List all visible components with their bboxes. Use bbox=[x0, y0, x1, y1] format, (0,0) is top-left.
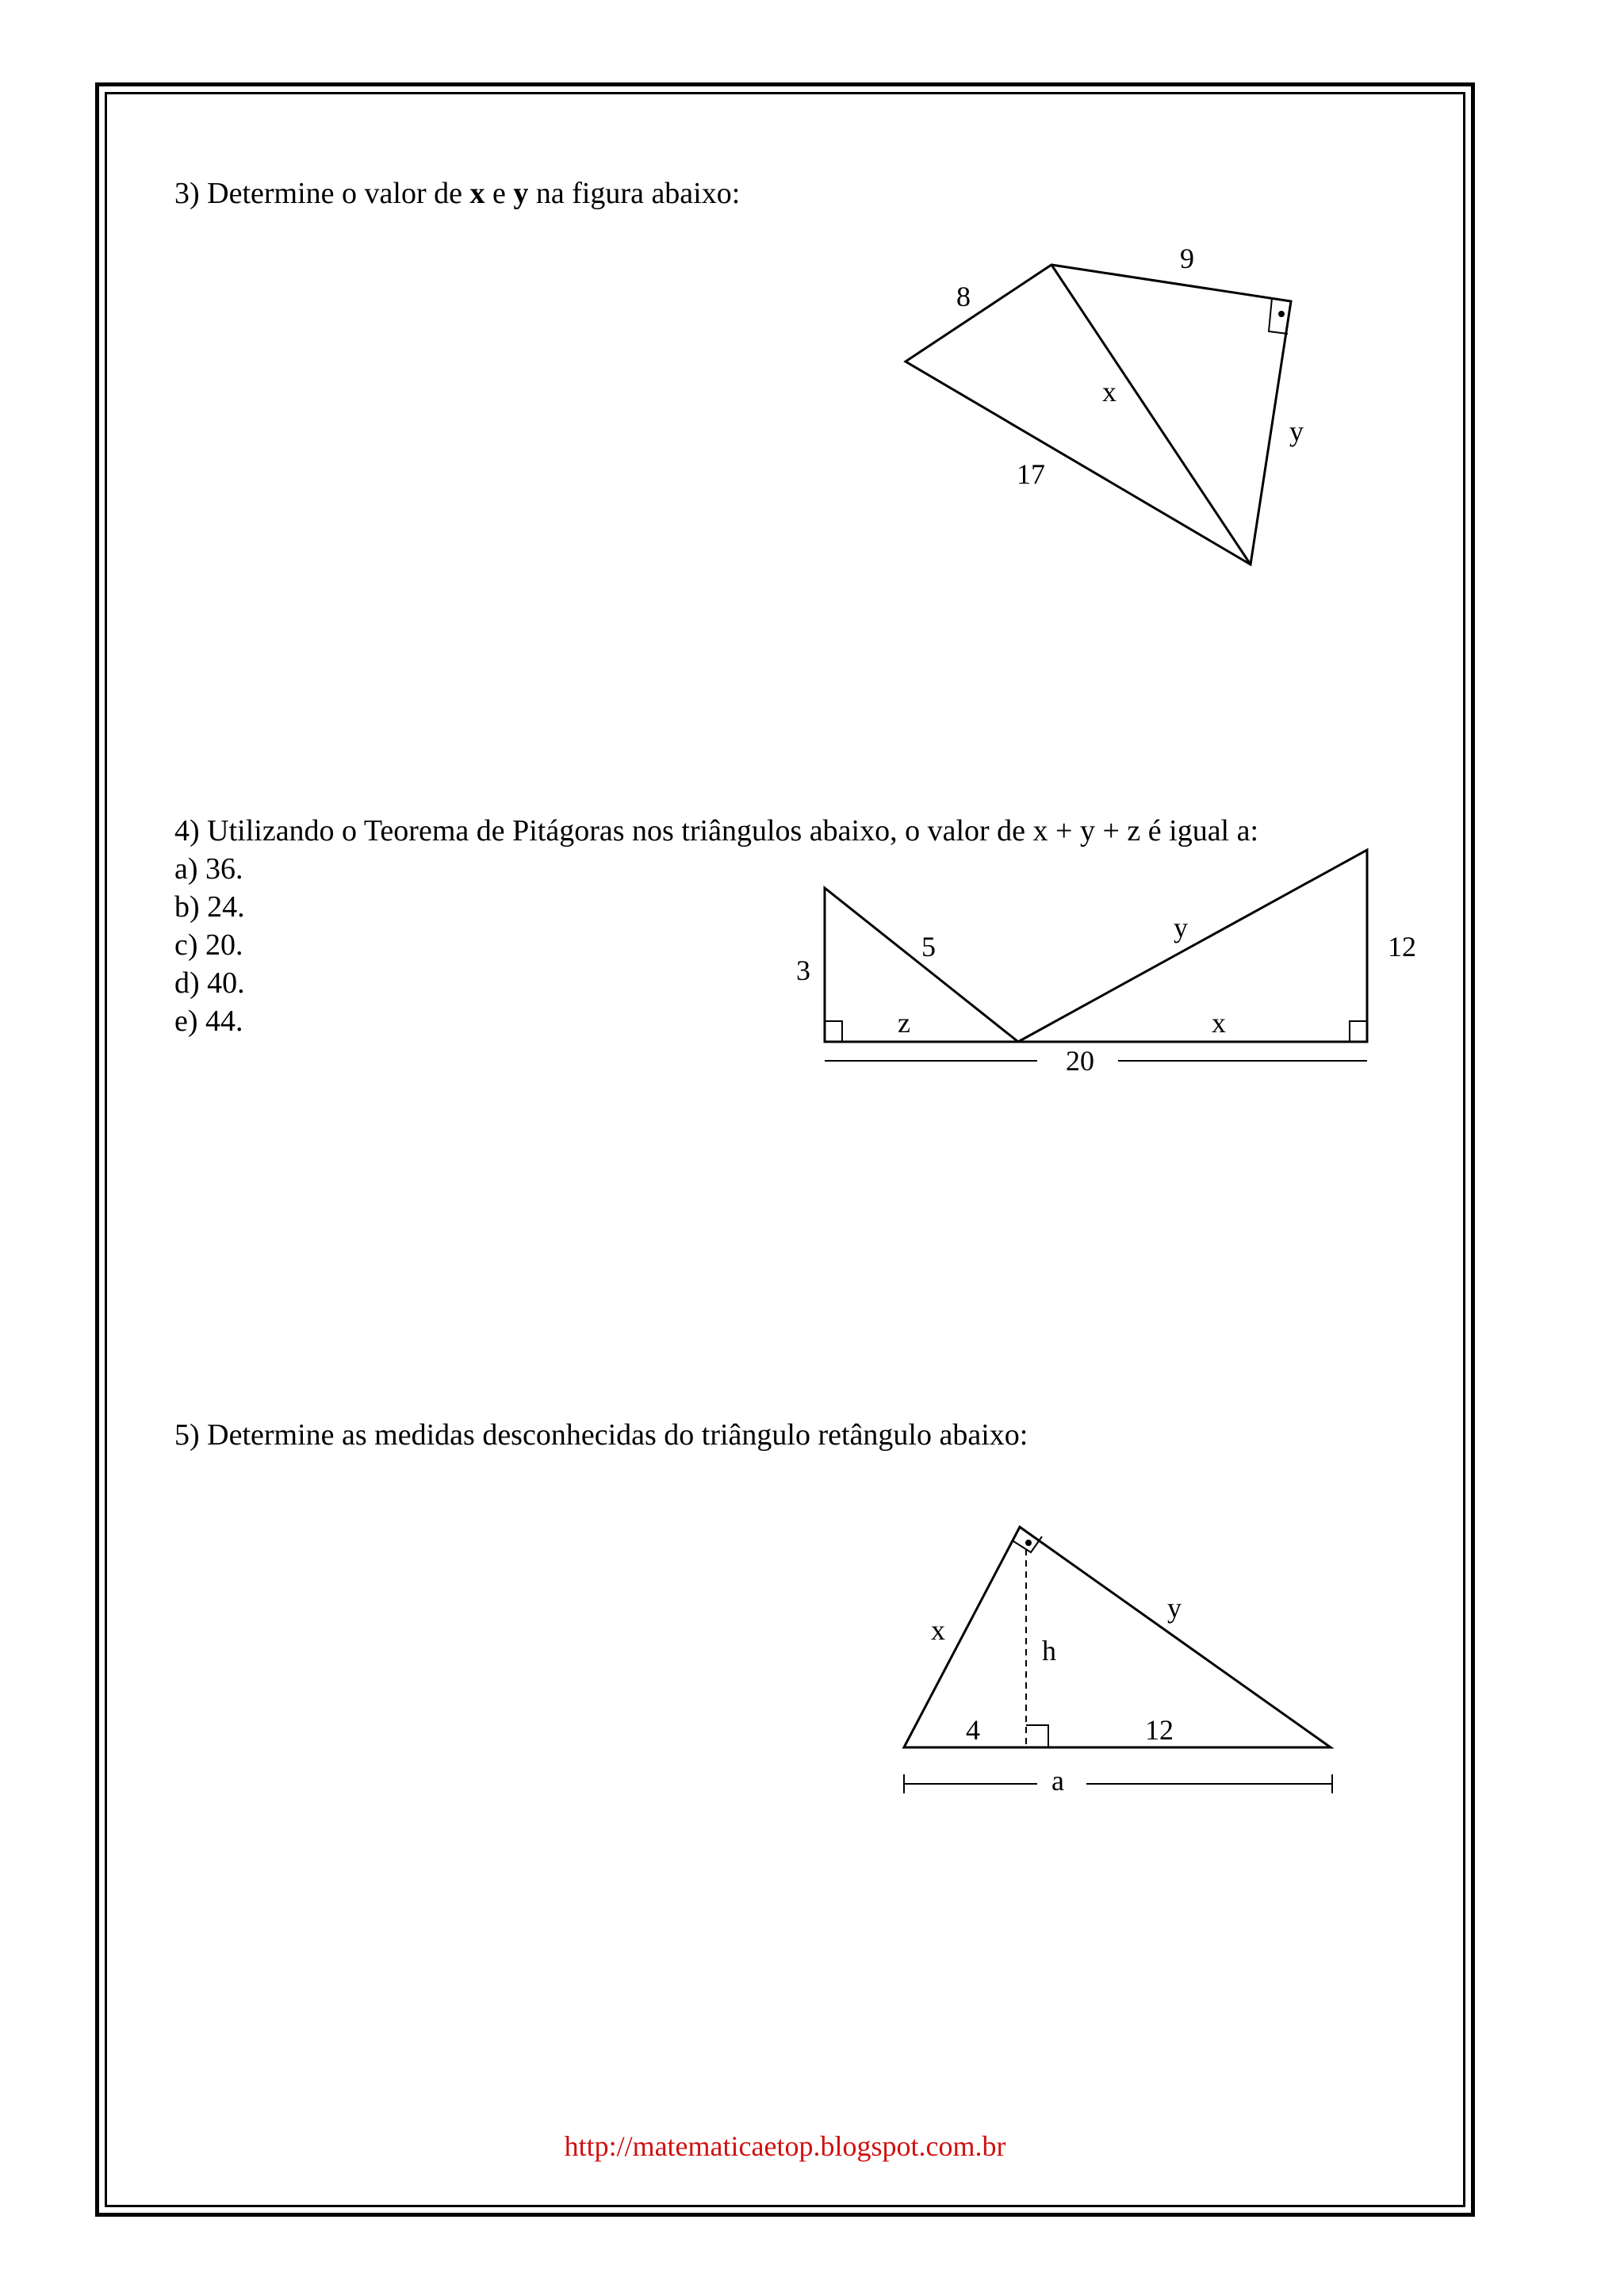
option-e: e) 44. bbox=[174, 1004, 243, 1038]
label-3: 3 bbox=[796, 955, 810, 986]
q3-conj: e bbox=[485, 177, 514, 210]
q3-prefix: 3) Determine o valor de bbox=[174, 177, 470, 210]
label-z: z bbox=[898, 1007, 910, 1039]
label-x: x bbox=[1212, 1007, 1226, 1039]
option-d: d) 40. bbox=[174, 966, 245, 1000]
label-5: 5 bbox=[921, 931, 936, 962]
option-c: c) 20. bbox=[174, 928, 243, 962]
option-b: b) 24. bbox=[174, 890, 245, 924]
label-17: 17 bbox=[1017, 458, 1045, 490]
q3-var-x: x bbox=[469, 177, 485, 210]
vertex-right-angle-dot bbox=[1025, 1540, 1032, 1546]
question-5-text: 5) Determine as medidas desconhecidas do triângulo retângulo abaixo: bbox=[174, 1418, 1028, 1452]
question-4-text: 4) Utilizando o Teorema de Pitágoras nos triângulos abaixo, o valor de x + y + z é igual a: bbox=[174, 814, 1259, 848]
label-4: 4 bbox=[966, 1714, 980, 1746]
label-12: 12 bbox=[1388, 931, 1416, 962]
option-a: a) 36. bbox=[174, 852, 243, 886]
label-12: 12 bbox=[1145, 1714, 1174, 1746]
label-y: y bbox=[1289, 415, 1304, 447]
q3-suffix: na figura abaixo: bbox=[528, 177, 741, 210]
label-h: h bbox=[1042, 1635, 1056, 1667]
label-x: x bbox=[931, 1614, 945, 1646]
label-20: 20 bbox=[1066, 1045, 1094, 1077]
label-x: x bbox=[1102, 376, 1116, 408]
label-8: 8 bbox=[956, 281, 971, 312]
height-right-angle-mark bbox=[1026, 1725, 1048, 1747]
q3-var-y: y bbox=[513, 177, 529, 210]
footer-url: http://matematicaetop.blogspot.com.br bbox=[564, 2130, 1006, 2162]
label-a: a bbox=[1051, 1765, 1064, 1797]
label-9: 9 bbox=[1180, 243, 1194, 274]
label-y: y bbox=[1167, 1592, 1182, 1624]
label-y: y bbox=[1174, 912, 1188, 943]
